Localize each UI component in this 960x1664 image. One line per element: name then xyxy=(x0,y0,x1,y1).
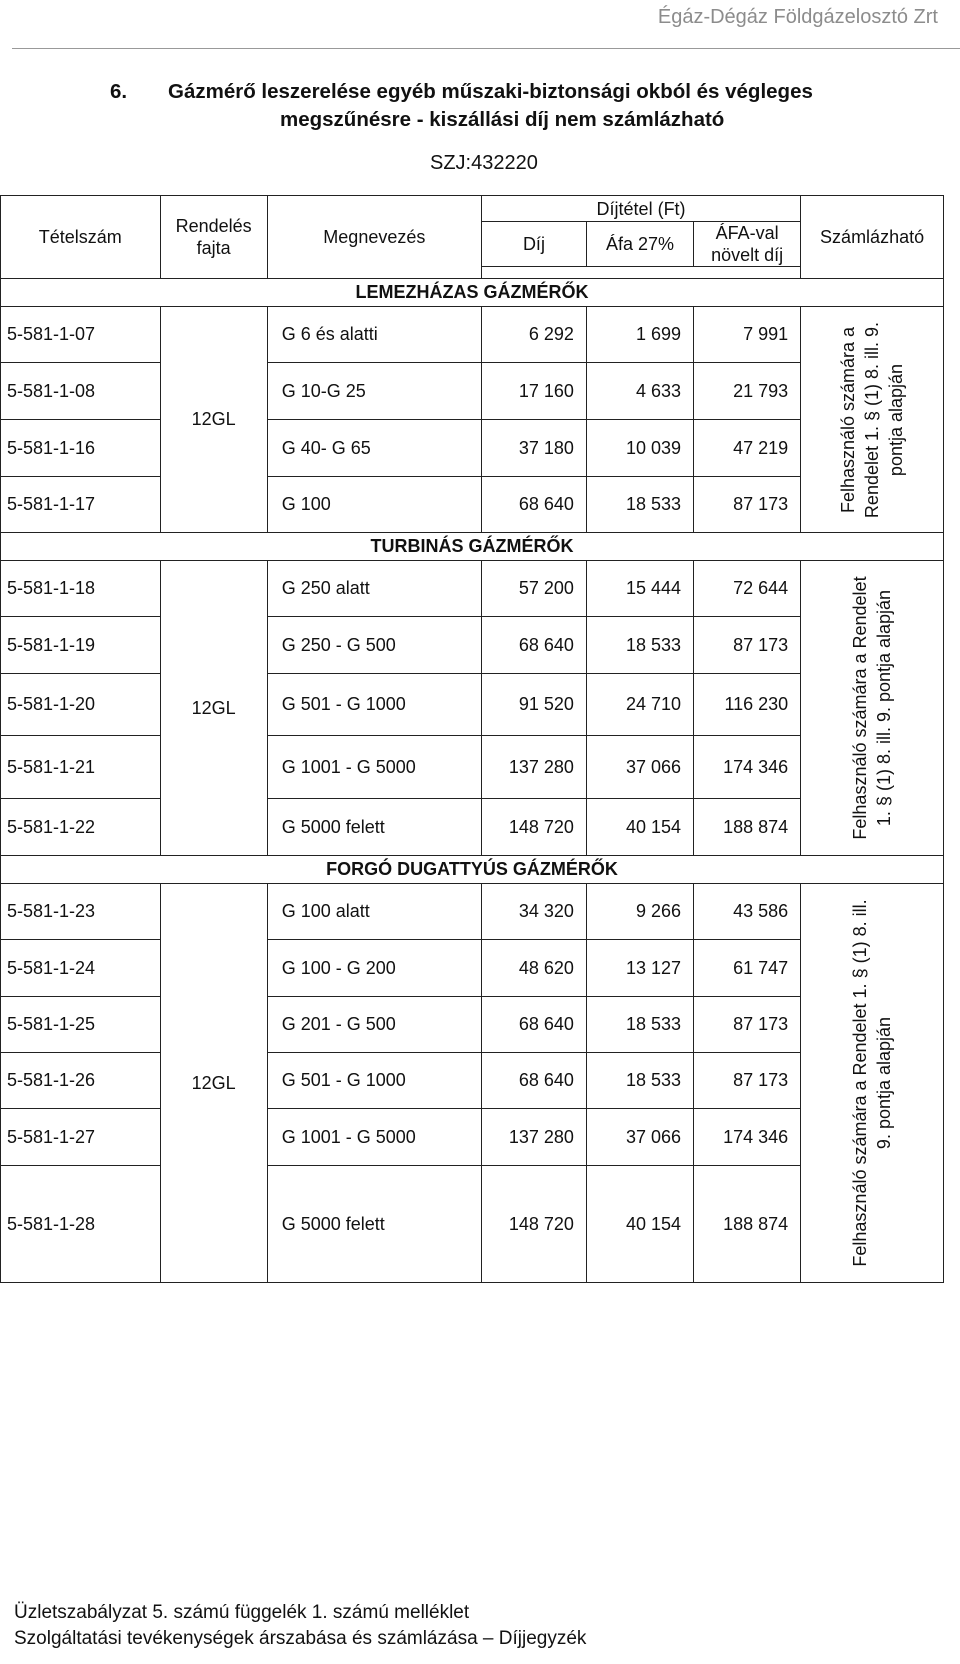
order-type: 12GL xyxy=(160,884,267,1283)
group-title-row xyxy=(1,279,944,307)
item-code: 5-581-1-07 xyxy=(1,307,161,363)
item-name: G 10-G 25 xyxy=(267,363,481,420)
item-code: 5-581-1-08 xyxy=(1,363,161,420)
footer-line2: Szolgáltatási tevékenységek árszabása és számlázása – Díjjegyzék xyxy=(14,1628,587,1649)
group-title: FORGÓ DUGATTYÚS GÁZMÉRŐK xyxy=(1,856,944,884)
header-fee-group: Díjtétel (Ft) xyxy=(481,196,800,222)
vat-value: 18 533 xyxy=(586,997,693,1053)
item-code: 5-581-1-19 xyxy=(1,617,161,674)
gross-value: 87 173 xyxy=(694,997,801,1053)
gross-value: 174 346 xyxy=(694,736,801,799)
gross-value: 188 874 xyxy=(694,799,801,856)
fee-value: 68 640 xyxy=(481,997,586,1053)
item-name: G 1001 - G 5000 xyxy=(267,736,481,799)
page-header xyxy=(0,6,960,32)
billable-text: Felhasználó számára a Rendelet 1. § (1) 8. ill. 9. pontja alapján xyxy=(850,899,895,1267)
item-code: 5-581-1-17 xyxy=(1,477,161,533)
vat-value: 37 066 xyxy=(586,736,693,799)
billable-cell xyxy=(801,561,944,856)
group-title-row xyxy=(1,533,944,561)
item-name: G 6 és alatti xyxy=(267,307,481,363)
header-item: Tételszám xyxy=(1,196,161,279)
fee-value: 17 160 xyxy=(481,363,586,420)
gross-value: 174 346 xyxy=(694,1109,801,1166)
gross-value: 61 747 xyxy=(694,940,801,997)
gross-value: 87 173 xyxy=(694,477,801,533)
section-title-line2: megszűnésre - kiszállási díj nem számlázható xyxy=(280,108,725,131)
vat-value: 18 533 xyxy=(586,477,693,533)
item-name: G 40- G 65 xyxy=(267,420,481,477)
gross-value: 87 173 xyxy=(694,1053,801,1109)
gross-value: 47 219 xyxy=(694,420,801,477)
price-table-body xyxy=(1,196,944,1283)
gross-value: 72 644 xyxy=(694,561,801,617)
company-name: Égáz-Dégáz Földgázelosztó Zrt xyxy=(657,6,938,28)
vat-value: 1 699 xyxy=(586,307,693,363)
price-table xyxy=(0,195,944,1283)
footer xyxy=(14,1600,586,1652)
item-name: G 250 - G 500 xyxy=(267,617,481,674)
header-row-1 xyxy=(1,196,944,222)
table-row xyxy=(1,307,944,363)
table-row xyxy=(1,561,944,617)
item-code: 5-581-1-27 xyxy=(1,1109,161,1166)
item-name: G 100 - G 200 xyxy=(267,940,481,997)
item-code: 5-581-1-28 xyxy=(1,1166,161,1283)
item-code: 5-581-1-16 xyxy=(1,420,161,477)
header-name: Megnevezés xyxy=(267,196,481,279)
fee-value: 57 200 xyxy=(481,561,586,617)
item-code: 5-581-1-18 xyxy=(1,561,161,617)
szj-code: SZJ:432220 xyxy=(430,152,538,174)
item-code: 5-581-1-26 xyxy=(1,1053,161,1109)
vat-value: 24 710 xyxy=(586,674,693,736)
item-name: G 250 alatt xyxy=(267,561,481,617)
fee-value: 68 640 xyxy=(481,477,586,533)
header-vat: Áfa 27% xyxy=(586,222,693,267)
fee-value: 91 520 xyxy=(481,674,586,736)
item-name: G 5000 felett xyxy=(267,1166,481,1283)
group-title: TURBINÁS GÁZMÉRŐK xyxy=(1,533,944,561)
vat-value: 15 444 xyxy=(586,561,693,617)
fee-value: 6 292 xyxy=(481,307,586,363)
gross-value: 7 991 xyxy=(694,307,801,363)
item-code: 5-581-1-22 xyxy=(1,799,161,856)
fee-value: 34 320 xyxy=(481,884,586,940)
section-number: 6. xyxy=(110,80,128,103)
header-gross: ÁFA-val növelt díj xyxy=(694,222,801,267)
vat-value: 4 633 xyxy=(586,363,693,420)
item-name: G 501 - G 1000 xyxy=(267,674,481,736)
fee-value: 137 280 xyxy=(481,1109,586,1166)
header-order-type: Rendelés fajta xyxy=(160,196,267,279)
fee-value: 148 720 xyxy=(481,799,586,856)
item-code: 5-581-1-21 xyxy=(1,736,161,799)
vat-value: 18 533 xyxy=(586,617,693,674)
fee-value: 148 720 xyxy=(481,1166,586,1283)
vat-value: 10 039 xyxy=(586,420,693,477)
table-row xyxy=(1,884,944,940)
vat-value: 40 154 xyxy=(586,1166,693,1283)
item-code: 5-581-1-25 xyxy=(1,997,161,1053)
group-title: LEMEZHÁZAS GÁZMÉRŐK xyxy=(1,279,944,307)
footer-line1: Üzletszabályzat 5. számú függelék 1. számú melléklet xyxy=(14,1602,470,1623)
gross-value: 87 173 xyxy=(694,617,801,674)
header-divider xyxy=(12,48,960,49)
item-name: G 201 - G 500 xyxy=(267,997,481,1053)
billable-text: Felhasználó számára a Rendelet 1. § (1) 8. ill. 9. pontja alapján xyxy=(850,576,895,840)
vat-value: 18 533 xyxy=(586,1053,693,1109)
item-name: G 100 alatt xyxy=(267,884,481,940)
gross-value: 43 586 xyxy=(694,884,801,940)
fee-value: 137 280 xyxy=(481,736,586,799)
gross-value: 116 230 xyxy=(694,674,801,736)
order-type: 12GL xyxy=(160,307,267,533)
header-billable: Számlázható xyxy=(801,196,944,279)
fee-value: 68 640 xyxy=(481,1053,586,1109)
item-code: 5-581-1-23 xyxy=(1,884,161,940)
billable-text: Felhasználó számára a Rendelet 1. § (1) 8. ill. 9. pontja alapján xyxy=(838,321,907,518)
item-name: G 1001 - G 5000 xyxy=(267,1109,481,1166)
vat-value: 40 154 xyxy=(586,799,693,856)
header-fee: Díj xyxy=(481,222,586,267)
fee-value: 37 180 xyxy=(481,420,586,477)
order-type: 12GL xyxy=(160,561,267,856)
item-code: 5-581-1-20 xyxy=(1,674,161,736)
group-title-row xyxy=(1,856,944,884)
gross-value: 21 793 xyxy=(694,363,801,420)
fee-value: 68 640 xyxy=(481,617,586,674)
vat-value: 9 266 xyxy=(586,884,693,940)
billable-cell xyxy=(801,307,944,533)
item-name: G 100 xyxy=(267,477,481,533)
fee-value: 48 620 xyxy=(481,940,586,997)
vat-value: 13 127 xyxy=(586,940,693,997)
gross-value: 188 874 xyxy=(694,1166,801,1283)
vat-value: 37 066 xyxy=(586,1109,693,1166)
item-name: G 501 - G 1000 xyxy=(267,1053,481,1109)
billable-cell xyxy=(801,884,944,1283)
item-name: G 5000 felett xyxy=(267,799,481,856)
section-title-line1: Gázmérő leszerelése egyéb műszaki-biztonsági okból és végleges xyxy=(168,80,813,103)
item-code: 5-581-1-24 xyxy=(1,940,161,997)
